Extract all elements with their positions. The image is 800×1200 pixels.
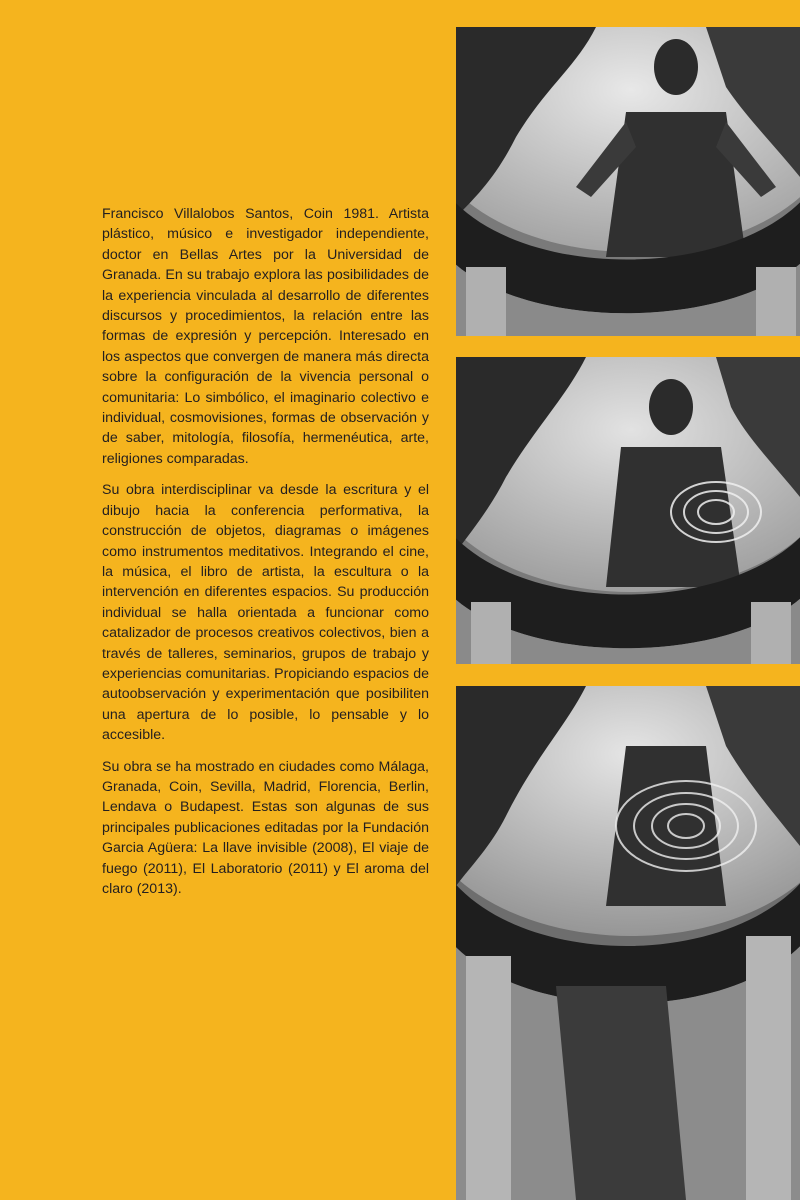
photo-reflection-1 [456,27,800,336]
bio-paragraph-2: Su obra interdisciplinar va desde la escritura y el dibujo hacia la conferencia performativa, la construcción de objetos, diagramas o imágenes como instrumentos meditativos. Integrando el cine, la música, el libro de artista, la escultura o la intervención en diferentes espacios. Su producción individual se halla orientada a funcionar como catalizador de procesos creativos colectivos, bien a través de talleres, seminarios, grupos de trabajo y experiencias comunitarias. Propiciando espacios de autoobservación y experimentación que posibiliten una apertura de lo posible, lo pensable y lo accesible. [102,482,429,744]
photo-reflection-2 [456,357,800,664]
bio-paragraph-1: Francisco Villalobos Santos, Coin 1981. Artista plástico, músico e investigador independiente, doctor en Bellas Artes por la Universidad de Granada. En su trabajo explora las posibilidades de la experiencia vinculada al desarrollo de diferentes discursos y procedimientos, la relación entre las formas de expresión y percepción. Interesado en los aspectos que convergen de manera más directa sobre la configuración de la vivencia personal o comunitaria: Lo simbólico, el imaginario colectivo e individual, cosmovisiones, formas de observación y de saber, mitología, filosofía, hermenéutica, arte, religiones comparadas. [102,206,429,467]
biography-text [102,204,429,910]
photo-reflection-3 [456,686,800,1200]
bio-paragraph-3: Su obra se ha mostrado en ciudades como Málaga, Granada, Coin, Sevilla, Madrid, Florencia, Berlin, Lendava o Budapest. Estas son algunas de sus principales publicaciones editadas por la Fundación Garcia Agüera: La llave invisible (2008), El viaje de fuego (2011), El Laboratorio (2011) y El aroma del claro (2013). [102,758,429,897]
